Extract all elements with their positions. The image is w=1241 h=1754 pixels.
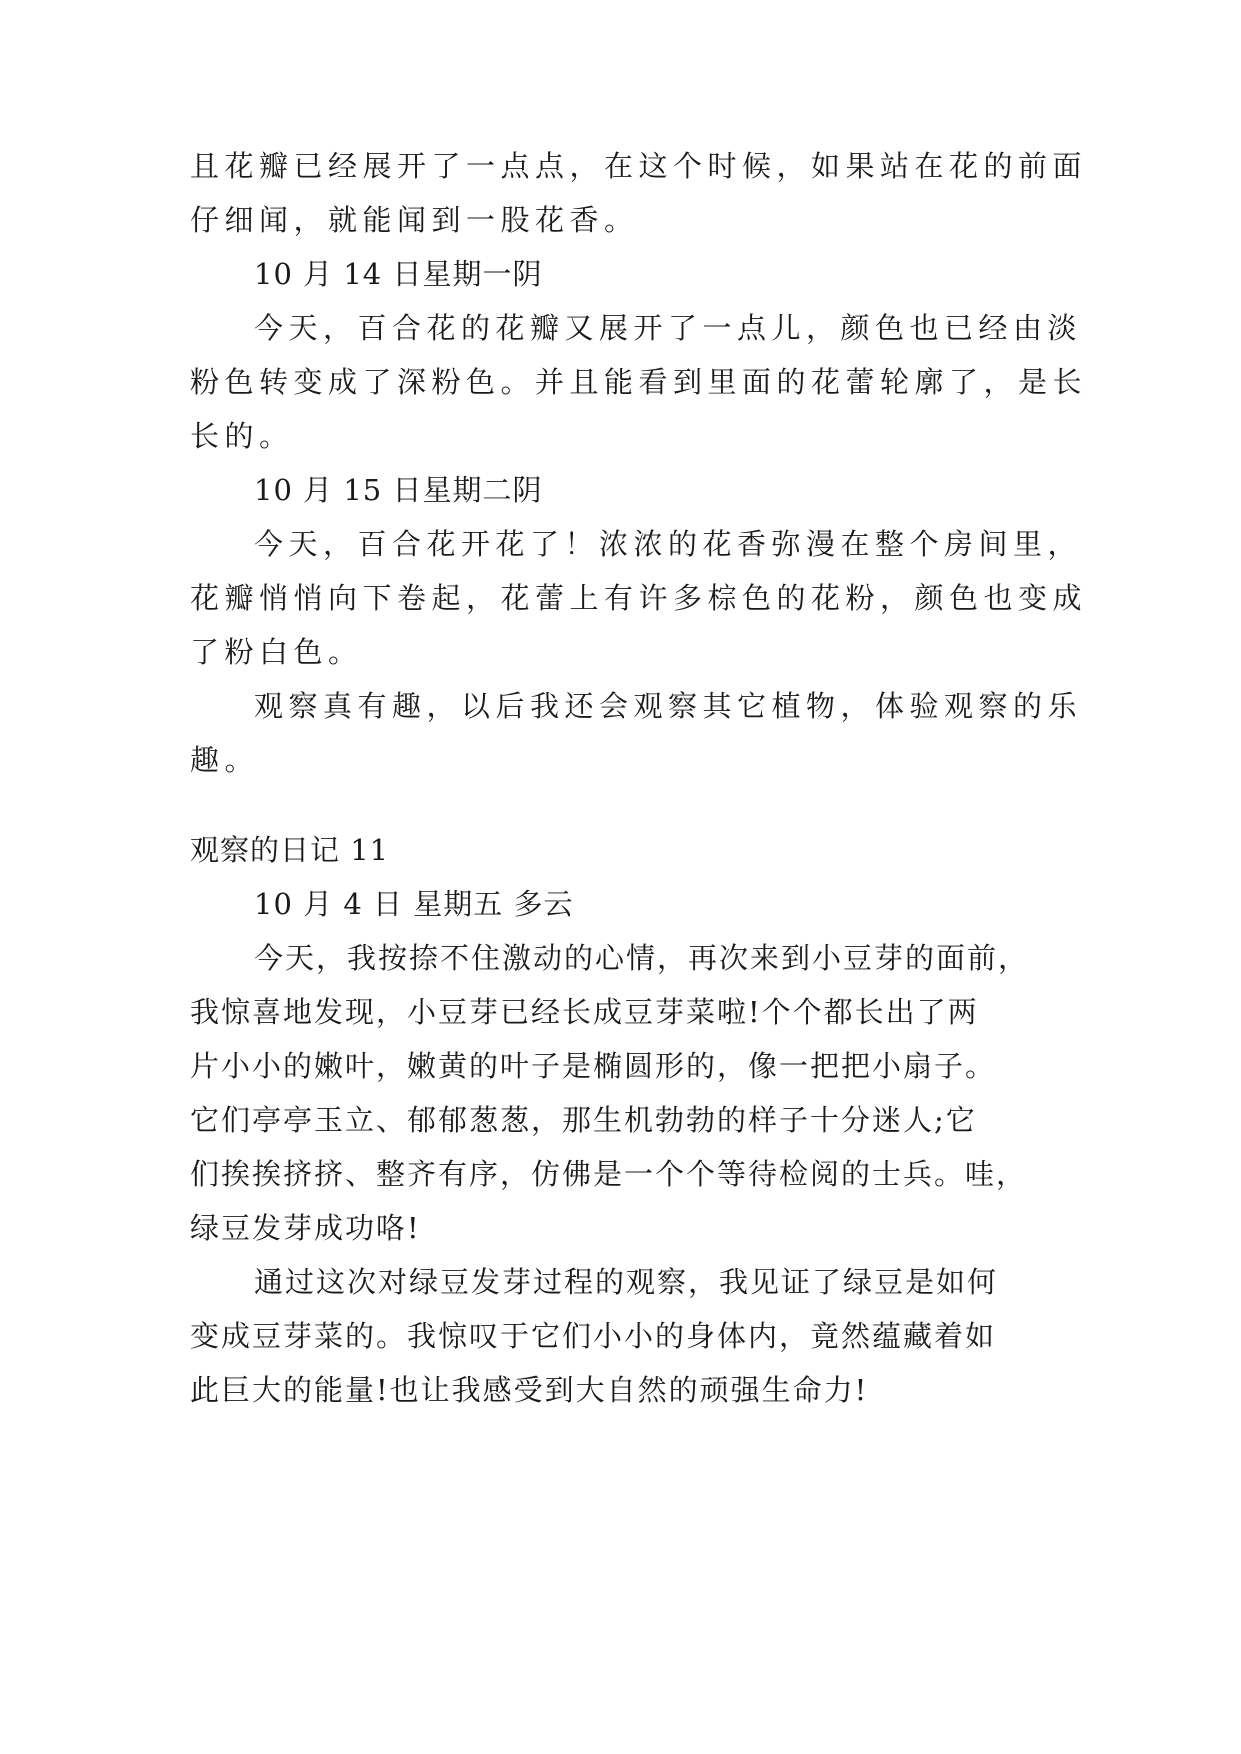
paragraph-line: 变成豆芽菜的。我惊叹于它们小小的身体内，竟然蕴藏着如 <box>190 1319 997 1353</box>
entry-date: 10 月 15 日星期二阴 <box>254 473 543 507</box>
paragraph-line: 趣。 <box>190 743 260 777</box>
paragraph-line: 仔细闻，就能闻到一股花香。 <box>190 203 639 237</box>
paragraph-line: 片小小的嫩叶，嫩黄的叶子是椭圆形的，像一把把小扇子。 <box>190 1049 997 1083</box>
paragraph-line: 长的。 <box>190 419 294 453</box>
paragraph-line: 今天，我按捺不住激动的心情，再次来到小豆芽的面前， <box>254 941 1030 975</box>
paragraph-line: 粉色转变成了深粉色。并且能看到里面的花蕾轮廓了，是长 <box>190 365 1088 399</box>
paragraph-line: 我惊喜地发现，小豆芽已经长成豆芽菜啦!个个都长出了两 <box>190 995 979 1029</box>
paragraph-line: 它们亭亭玉立、郁郁葱葱，那生机勃勃的样子十分迷人;它 <box>190 1103 977 1137</box>
paragraph-line: 花瓣悄悄向下卷起，花蕾上有许多棕色的花粉，颜色也变成 <box>190 581 1088 615</box>
paragraph-line: 且花瓣已经展开了一点点，在这个时候，如果站在花的前面 <box>190 149 1088 183</box>
paragraph-line: 们挨挨挤挤、整齐有序，仿佛是一个个等待检阅的士兵。哇， <box>190 1157 1028 1191</box>
entry-date: 10 月 14 日星期一阴 <box>254 257 543 291</box>
paragraph-line: 此巨大的能量!也让我感受到大自然的顽强生命力! <box>190 1373 869 1407</box>
paragraph-line: 今天，百合花开花了！浓浓的花香弥漫在整个房间里， <box>254 527 1083 561</box>
diary-title: 观察的日记 11 <box>190 833 390 867</box>
paragraph-line: 今天，百合花的花瓣又展开了一点儿，颜色也已经由淡 <box>254 311 1083 345</box>
entry-date: 10 月 4 日 星期五 多云 <box>254 887 574 921</box>
paragraph-line: 观察真有趣，以后我还会观察其它植物，体验观察的乐 <box>254 689 1083 723</box>
paragraph-line: 绿豆发芽成功咯! <box>190 1211 421 1245</box>
paragraph-line: 了粉白色。 <box>190 635 363 669</box>
paragraph-line: 通过这次对绿豆发芽过程的观察，我见证了绿豆是如何 <box>254 1265 999 1299</box>
